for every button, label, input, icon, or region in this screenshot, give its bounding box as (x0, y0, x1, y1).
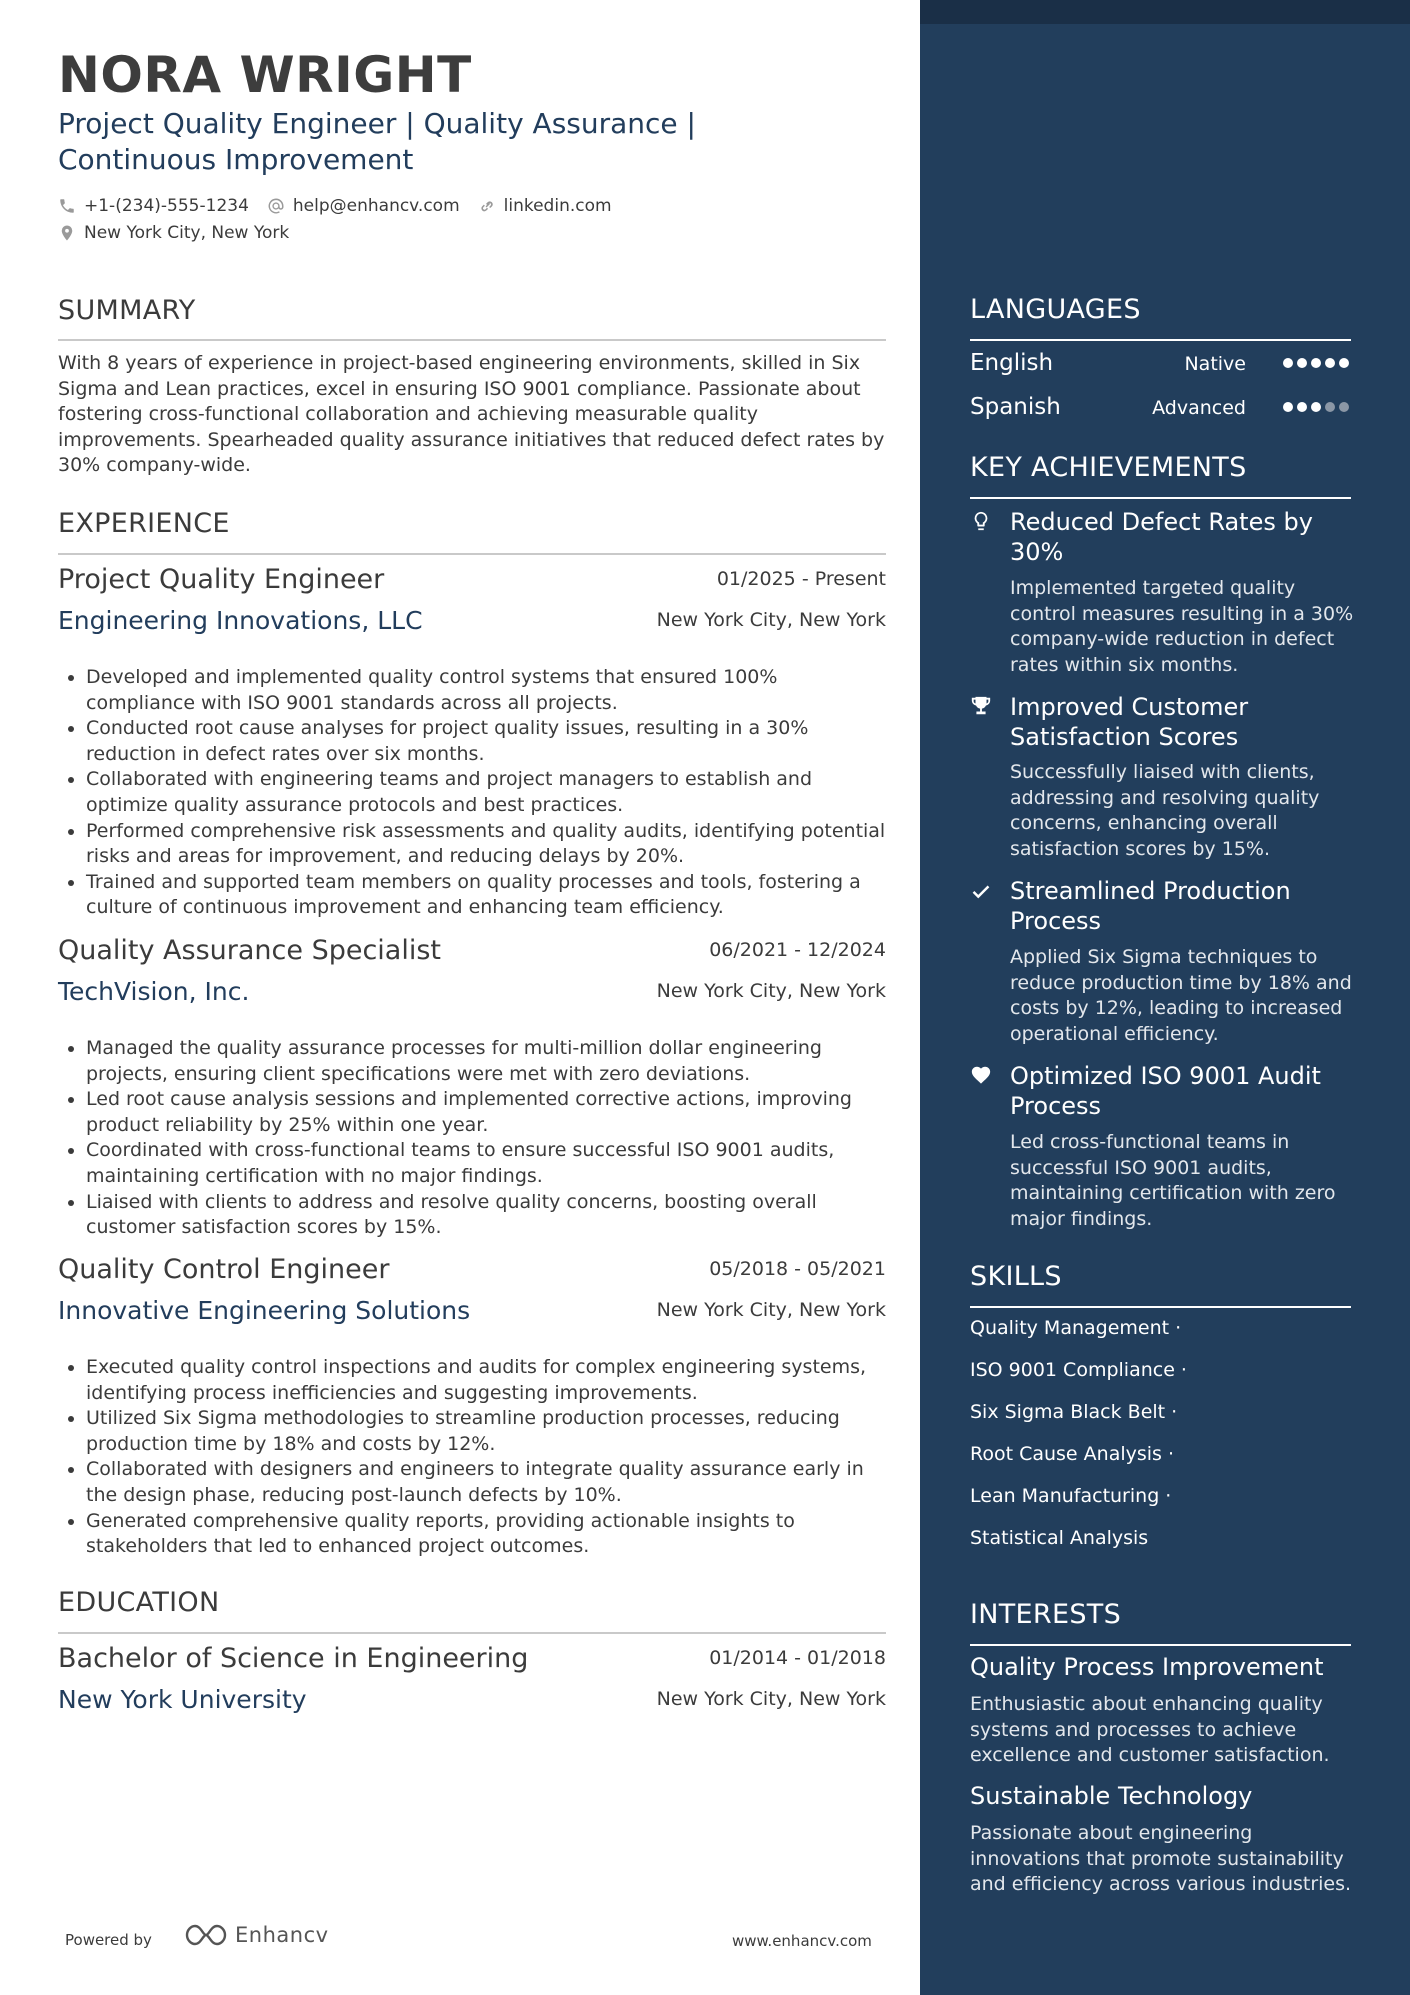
job-role: Quality Control Engineer (58, 1254, 390, 1285)
education-divider (58, 1632, 886, 1634)
lightbulb-icon (970, 510, 994, 534)
job-dates: 01/2025 - Present (716, 568, 886, 590)
summary-text: With 8 years of experience in project-based engineering environments, skilled in Six Sigma and Lean practices, excel in ensuring ISO 9001 compliance. Passionate about fostering cross-functional collaboration and achieving measurable quality improvements. Spearheaded quality assurance initiatives that reduced defect rates by 30% company-wide. (58, 352, 885, 476)
achievement-description: Successfully liaised with clients, addressing and resolving quality concerns, enhancing overall satisfaction scores by 15%. (1010, 761, 1320, 860)
skill-item: Lean Manufacturing · (970, 1485, 1172, 1507)
rating-dot-filled (1339, 358, 1349, 368)
job-dates: 06/2021 - 12/2024 (709, 939, 886, 961)
rating-dot-filled (1311, 358, 1321, 368)
bullet-item: Developed and implemented quality control systems that ensured 100% compliance with ISO 9001 standards across all projects. (58, 665, 890, 716)
interest-title: Quality Process Improvement (970, 1653, 1324, 1681)
achievement-title: Streamlined Production Process (1010, 877, 1291, 935)
job-company: Innovative Engineering Solutions (58, 1296, 471, 1325)
contact-location (58, 223, 307, 243)
rating-dot-filled (1325, 358, 1335, 368)
job-location: New York City, New York (656, 609, 886, 631)
job-location: New York City, New York (656, 980, 886, 1002)
job-bullets (58, 665, 890, 921)
summary-heading: SUMMARY (58, 295, 196, 326)
powered-by-text: Powered by (65, 1931, 152, 1949)
language-level: Advanced (1152, 397, 1246, 419)
interest-title: Sustainable Technology (970, 1782, 1253, 1810)
rating-dot-filled (1297, 358, 1307, 368)
footer-url[interactable]: www.enhancv.com (732, 1932, 872, 1950)
language-name: Spanish (970, 394, 1061, 420)
skill-item: Six Sigma Black Belt · (970, 1401, 1178, 1423)
education-heading: EDUCATION (58, 1587, 220, 1618)
job-role: Quality Assurance Specialist (58, 935, 442, 966)
enhancv-logo[interactable] (183, 1922, 329, 1948)
trophy-icon (970, 695, 994, 719)
job-company: TechVision, Inc. (58, 977, 250, 1006)
achievement-description: Implemented targeted quality control measures resulting in a 30% company-wide reduction in defect rates within six months. (1010, 577, 1354, 676)
map-pin-icon (58, 224, 76, 242)
language-row (970, 350, 1351, 380)
bullet-item: Conducted root cause analyses for project quality issues, resulting in a 30% reduction in defect rates over six months. (58, 716, 890, 767)
email-link[interactable]: help@enhancv.com (292, 196, 460, 216)
contact-email[interactable] (267, 196, 460, 216)
skills-heading: SKILLS (970, 1261, 1062, 1292)
skill-item: Statistical Analysis (970, 1527, 1149, 1549)
rating-dot-filled (1297, 402, 1307, 412)
at-sign-icon (267, 197, 285, 215)
job-location: New York City, New York (656, 1299, 886, 1321)
languages-heading: LANGUAGES (970, 294, 1141, 325)
link-icon (478, 197, 496, 215)
heart-icon (970, 1064, 994, 1088)
interests-divider (970, 1644, 1351, 1646)
bullet-item: Utilized Six Sigma methodologies to streamline production processes, reducing production time by 18% and costs by 12%. (58, 1406, 890, 1457)
contact-phone (58, 196, 249, 216)
bullet-item: Collaborated with engineering teams and project managers to establish and optimize quality assurance protocols and best practices. (58, 767, 890, 818)
rating-dot-filled (1311, 402, 1321, 412)
checkmark-icon (970, 880, 994, 904)
job-dates: 05/2018 - 05/2021 (709, 1258, 886, 1280)
bullet-item: Collaborated with designers and engineers to integrate quality assurance early in the design phase, reducing post-launch defects by 10%. (58, 1457, 890, 1508)
job-role: Project Quality Engineer (58, 564, 385, 595)
education-school: New York University (58, 1685, 307, 1714)
rating-dot-empty (1339, 402, 1349, 412)
education-dates: 01/2014 - 01/2018 (709, 1647, 886, 1669)
languages-divider (970, 339, 1351, 341)
bullet-item: Managed the quality assurance processes for multi-million dollar engineering projects, ensuring client specifications were met with zero deviations. (58, 1036, 890, 1087)
skills-divider (970, 1306, 1351, 1308)
enhancv-logo-text: Enhancv (235, 1923, 329, 1947)
achievement-title: Reduced Defect Rates by 30% (1010, 508, 1313, 566)
linkedin-link[interactable]: linkedin.com (503, 196, 612, 216)
rating-dot-empty (1325, 402, 1335, 412)
rating-dot-filled (1283, 402, 1293, 412)
bullet-item: Trained and supported team members on quality processes and tools, fostering a culture of continuous improvement and enhancing team efficiency. (58, 870, 890, 921)
contact-row (58, 196, 630, 216)
bullet-item: Led root cause analysis sessions and implemented corrective actions, improving product reliability by 25% within one year. (58, 1087, 890, 1138)
enhancv-logo-icon (183, 1922, 229, 1948)
achievement-title: Improved Customer Satisfaction Scores (1010, 693, 1249, 751)
bullet-item: Coordinated with cross-functional teams to ensure successful ISO 9001 audits, maintaining certification with no major findings. (58, 1138, 890, 1189)
language-rating (1279, 402, 1349, 412)
bullet-item: Executed quality control inspections and audits for complex engineering systems, identifying process inefficiencies and suggesting improvements. (58, 1355, 890, 1406)
achievement-title: Optimized ISO 9001 Audit Process (1010, 1062, 1321, 1120)
phone-icon (58, 197, 76, 215)
job-bullets (58, 1036, 890, 1241)
sidebar-top-band (920, 0, 1410, 24)
summary-divider (58, 339, 886, 341)
phone-text: +1-(234)-555-1234 (84, 196, 249, 216)
rating-dot-filled (1283, 358, 1293, 368)
language-level: Native (1184, 353, 1246, 375)
language-rating (1279, 358, 1349, 368)
skill-item: ISO 9001 Compliance · (970, 1359, 1187, 1381)
interest-description: Enthusiastic about enhancing quality systems and processes to achieve excellence and customer satisfaction. (970, 1693, 1330, 1766)
bullet-item: Performed comprehensive risk assessments and quality audits, identifying potential risks and areas for improvement, and reducing delays by 20%. (58, 819, 890, 870)
achievement-description: Led cross-functional teams in successful ISO 9001 audits, maintaining certification with zero major findings. (1010, 1131, 1336, 1230)
language-name: English (970, 350, 1054, 376)
achievements-divider (970, 497, 1351, 499)
achievement-description: Applied Six Sigma techniques to reduce production time by 18% and costs by 12%, leading to increased operational efficiency. (1010, 946, 1352, 1045)
candidate-name: NORA WRIGHT (58, 46, 472, 104)
bullet-item: Liaised with clients to address and resolve quality concerns, boosting overall customer satisfaction scores by 15%. (58, 1190, 890, 1241)
experience-heading: EXPERIENCE (58, 508, 230, 539)
job-bullets (58, 1355, 890, 1560)
skill-item: Quality Management · (970, 1317, 1182, 1339)
interest-description: Passionate about engineering innovations that promote sustainability and efficiency across various industries. (970, 1822, 1352, 1895)
interests-heading: INTERESTS (970, 1599, 1122, 1630)
headline: Project Quality Engineer | Quality Assurance | Continuous Improvement (58, 107, 696, 176)
job-company: Engineering Innovations, LLC (58, 606, 423, 635)
language-row (970, 394, 1351, 424)
experience-divider (58, 553, 886, 555)
education-degree: Bachelor of Science in Engineering (58, 1643, 529, 1674)
bullet-item: Generated comprehensive quality reports, providing actionable insights to stakeholders that led to enhanced project outcomes. (58, 1509, 890, 1560)
skill-item: Root Cause Analysis · (970, 1443, 1175, 1465)
education-location: New York City, New York (656, 1688, 886, 1710)
achievements-heading: KEY ACHIEVEMENTS (970, 452, 1247, 483)
location-text: New York City, New York (84, 223, 290, 243)
location-item (58, 223, 289, 243)
contact-linkedin[interactable] (478, 196, 612, 216)
